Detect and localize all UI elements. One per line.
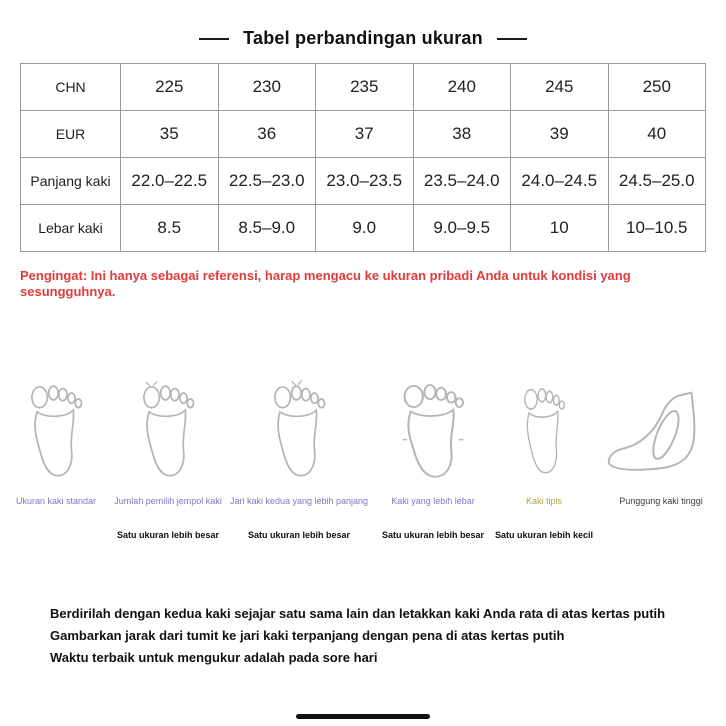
foot-type-label: Kaki yang lebih lebar bbox=[391, 496, 475, 506]
reminder-text: Pengingat: Ini hanya sebagai referensi, harap mengacu ke ukuran pribadi Anda untuk kondisi yang sesungguhnya. bbox=[20, 268, 631, 299]
row-header-chn: CHN bbox=[21, 64, 121, 111]
size-comparison-table bbox=[20, 63, 706, 252]
foot-type-label: Kaki tipis bbox=[525, 496, 562, 506]
title-decoration-line-right bbox=[497, 38, 527, 40]
foot-type-label: Punggung kaki tinggi bbox=[619, 496, 703, 506]
instruction-line: Berdirilah dengan kedua kaki sejajar satu sama lain dan letakkan kaki Anda rata di atas kertas putih bbox=[50, 606, 666, 621]
size-cell: 9.0 bbox=[316, 205, 414, 252]
size-cell: 250 bbox=[608, 64, 706, 111]
size-cell: 24.5–25.0 bbox=[608, 158, 706, 205]
size-cell: 35 bbox=[121, 111, 219, 158]
foot-illustration-area bbox=[0, 370, 112, 482]
foot-type-label: Jumlah pemilih jempol kaki bbox=[114, 496, 222, 506]
size-cell: 22.0–22.5 bbox=[121, 158, 219, 205]
foot-type-column-high-instep bbox=[596, 370, 726, 541]
size-cell: 245 bbox=[511, 64, 609, 111]
row-header-lebar-kaki: Lebar kaki bbox=[21, 205, 121, 252]
size-cell: 24.0–24.5 bbox=[511, 158, 609, 205]
size-cell: 22.5–23.0 bbox=[218, 158, 316, 205]
row-header-eur: EUR bbox=[21, 111, 121, 158]
size-cell: 235 bbox=[316, 64, 414, 111]
wide-foot-icon bbox=[398, 378, 468, 482]
foot-illustration-area bbox=[596, 370, 726, 482]
foot-type-column-thin bbox=[492, 370, 596, 541]
foot-type-label: Jari kaki kedua yang lebih panjang bbox=[229, 496, 369, 506]
size-cell: 240 bbox=[413, 64, 511, 111]
size-cell: 23.0–23.5 bbox=[316, 158, 414, 205]
size-cell: 10–10.5 bbox=[608, 205, 706, 252]
foot-illustration-area bbox=[112, 370, 224, 482]
foot-type-note: Satu ukuran lebih besar bbox=[381, 530, 485, 540]
foot-illustration-area bbox=[224, 370, 374, 482]
row-panjang-kaki bbox=[21, 158, 706, 205]
size-cell: 23.5–24.0 bbox=[413, 158, 511, 205]
size-cell: 39 bbox=[511, 111, 609, 158]
size-cell: 8.5–9.0 bbox=[218, 205, 316, 252]
size-cell: 10 bbox=[511, 205, 609, 252]
foot-type-guide bbox=[0, 370, 726, 541]
high-instep-foot-icon bbox=[603, 388, 719, 476]
row-header-panjang-kaki: Panjang kaki bbox=[21, 158, 121, 205]
size-cell: 37 bbox=[316, 111, 414, 158]
instruction-line: Waktu terbaik untuk mengukur adalah pada sore hari bbox=[50, 650, 378, 665]
instruction-line: Gambarkan jarak dari tumit ke jari kaki terpanjang dengan pena di atas kertas putih bbox=[50, 628, 565, 643]
size-cell: 40 bbox=[608, 111, 706, 158]
row-eur bbox=[21, 111, 706, 158]
size-cell: 9.0–9.5 bbox=[413, 205, 511, 252]
foot-type-column-long-second-toe bbox=[224, 370, 374, 541]
foot-illustration-area bbox=[374, 370, 492, 482]
foot-type-column-long-big-toe bbox=[112, 370, 224, 541]
title-decoration-line-left bbox=[199, 38, 229, 40]
home-indicator[interactable] bbox=[296, 714, 430, 719]
row-chn bbox=[21, 64, 706, 111]
size-cell: 8.5 bbox=[121, 205, 219, 252]
long-big-toe-foot-icon bbox=[137, 378, 199, 482]
standard-foot-icon bbox=[25, 378, 87, 482]
size-cell: 38 bbox=[413, 111, 511, 158]
size-cell: 225 bbox=[121, 64, 219, 111]
thin-foot-icon bbox=[515, 378, 573, 482]
foot-type-note: Satu ukuran lebih besar bbox=[116, 530, 220, 540]
page-title-row bbox=[0, 0, 726, 49]
foot-type-note: Satu ukuran lebih kecil bbox=[494, 530, 594, 540]
foot-type-note: Satu ukuran lebih besar bbox=[247, 530, 351, 540]
long-second-toe-foot-icon bbox=[268, 378, 330, 482]
row-lebar-kaki bbox=[21, 205, 706, 252]
foot-type-column-standard bbox=[0, 370, 112, 541]
foot-type-label: Ukuran kaki standar bbox=[15, 496, 97, 506]
foot-type-column-wide bbox=[374, 370, 492, 541]
measuring-instructions bbox=[50, 603, 706, 669]
foot-illustration-area bbox=[492, 370, 596, 482]
size-cell: 36 bbox=[218, 111, 316, 158]
size-cell: 230 bbox=[218, 64, 316, 111]
page-title: Tabel perbandingan ukuran bbox=[243, 28, 483, 48]
